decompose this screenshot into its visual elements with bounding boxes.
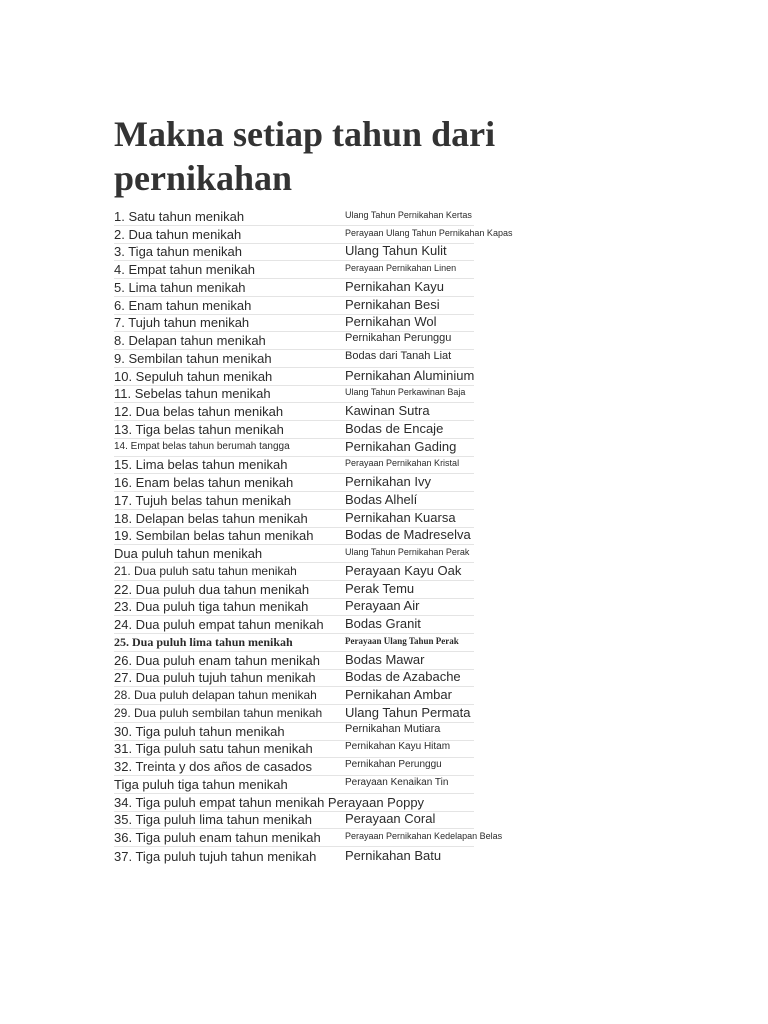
- meaning-label: Bodas Mawar: [345, 651, 425, 667]
- year-label: Tiga puluh tiga tahun menikah: [114, 776, 288, 792]
- list-item: [114, 403, 474, 421]
- year-label: 4. Empat tahun menikah: [114, 262, 255, 277]
- year-label: 25. Dua puluh lima tahun menikah: [114, 634, 293, 649]
- year-label: 35. Tiga puluh lima tahun menikah: [114, 812, 313, 828]
- meaning-label: Kawinan Sutra: [345, 403, 430, 418]
- year-label: 15. Lima belas tahun menikah: [114, 457, 288, 473]
- list-item: [114, 599, 474, 617]
- list-item: [114, 794, 474, 812]
- year-label: 28. Dua puluh delapan tahun menikah: [114, 688, 317, 702]
- year-label: Dua puluh tahun menikah: [114, 546, 263, 561]
- list-item: [114, 545, 474, 563]
- meaning-label: Bodas de Azabache: [345, 669, 461, 685]
- list-item: [114, 474, 474, 492]
- list-item: [114, 457, 474, 475]
- year-label: 13. Tiga belas tahun menikah: [114, 421, 284, 437]
- year-label: 24. Dua puluh empat tahun menikah: [114, 617, 324, 632]
- year-label: 18. Delapan belas tahun menikah: [114, 510, 308, 526]
- list-item: [114, 421, 474, 439]
- year-label: 26. Dua puluh enam tahun menikah: [114, 652, 320, 668]
- list-item: [114, 226, 513, 244]
- year-label: 30. Tiga puluh tahun menikah: [114, 723, 285, 739]
- list-item: [114, 261, 474, 279]
- list-item: [114, 386, 474, 404]
- list-item: [114, 244, 474, 262]
- year-label: 32. Treinta y dos años de casados: [114, 759, 313, 774]
- meaning-label: Pernikahan Mutiara: [345, 722, 441, 735]
- year-label: 34. Tiga puluh empat tahun menikah Perayaan Poppy: [114, 794, 425, 810]
- meaning-label: Perayaan Kayu Oak: [345, 562, 462, 578]
- meaning-label: Pernikahan Ambar: [345, 687, 452, 702]
- year-label: 11. Sebelas tahun menikah: [114, 386, 271, 402]
- year-label: 12. Dua belas tahun menikah: [114, 404, 284, 419]
- page-title: Makna setiap tahun dari pernikahan: [114, 114, 496, 198]
- list-item: [114, 687, 474, 705]
- year-label: 29. Dua puluh sembilan tahun menikah: [114, 705, 323, 720]
- year-label: 31. Tiga puluh satu tahun menikah: [114, 741, 313, 757]
- meaning-label: Pernikahan Ivy: [345, 474, 431, 489]
- list-item: [114, 758, 474, 776]
- meaning-label: Bodas Alhelí: [345, 491, 418, 507]
- meaning-label: Perayaan Air: [345, 598, 420, 614]
- meaning-label: Ulang Tahun Permata: [345, 704, 471, 720]
- list-item: [114, 279, 474, 297]
- list-item: [114, 297, 474, 315]
- list-item: [114, 652, 474, 670]
- meaning-label: Ulang Tahun Pernikahan Kertas: [345, 209, 472, 220]
- meaning-label: Perayaan Pernikahan Kristal: [345, 458, 460, 469]
- year-label: 8. Delapan tahun menikah: [114, 333, 266, 348]
- year-label: 17. Tujuh belas tahun menikah: [114, 492, 292, 508]
- meaning-label: Bodas de Madreselva: [345, 527, 471, 543]
- meaning-label: Perayaan Ulang Tahun Pernikahan Kapas: [345, 227, 513, 238]
- year-label: 36. Tiga puluh enam tahun menikah: [114, 830, 321, 845]
- list-item: [114, 812, 474, 830]
- meaning-label: Pernikahan Wol: [345, 314, 437, 330]
- list-item: [114, 670, 474, 688]
- year-label: 9. Sembilan tahun menikah: [114, 350, 272, 366]
- meaning-label: Perayaan Kenaikan Tin: [345, 776, 449, 788]
- list-item: [114, 563, 474, 581]
- year-label: 6. Enam tahun menikah: [114, 297, 252, 313]
- meaning-label: Perayaan Pernikahan Kedelapan Belas: [345, 831, 503, 841]
- meaning-label: Pernikahan Besi: [345, 296, 440, 312]
- meaning-label: Pernikahan Perunggu: [345, 759, 442, 770]
- meaning-label: Bodas de Encaje: [345, 420, 444, 436]
- meaning-label: Pernikahan Perunggu: [345, 332, 452, 344]
- year-label: 16. Enam belas tahun menikah: [114, 475, 294, 490]
- year-label: 7. Tujuh tahun menikah: [114, 315, 250, 331]
- meaning-label: Bodas dari Tanah Liat: [345, 349, 452, 362]
- list-item: [114, 315, 474, 333]
- meaning-label: Perayaan Ulang Tahun Perak: [345, 635, 459, 646]
- list-item: [114, 776, 474, 794]
- meaning-label: Perayaan Pernikahan Linen: [345, 263, 457, 273]
- list-item: [114, 510, 474, 528]
- list-item: [114, 705, 474, 723]
- list-item: [114, 350, 474, 368]
- meaning-label: Ulang Tahun Pernikahan Perak: [345, 547, 470, 557]
- meaning-label: Perayaan Coral: [345, 811, 436, 827]
- list-item: [114, 492, 474, 510]
- list-item: [114, 208, 474, 226]
- year-label: 3. Tiga tahun menikah: [114, 244, 242, 260]
- meaning-label: Pernikahan Batu: [345, 847, 442, 863]
- meaning-label: Ulang Tahun Perkawinan Baja: [345, 387, 466, 398]
- meaning-label: Pernikahan Aluminium: [345, 367, 475, 383]
- list-item: [114, 829, 503, 847]
- list-item: [114, 332, 474, 350]
- meaning-label: Pernikahan Gading: [345, 438, 457, 454]
- year-label: 14. Empat belas tahun berumah tangga: [114, 440, 290, 452]
- list-item: [114, 616, 474, 634]
- year-label: 27. Dua puluh tujuh tahun menikah: [114, 670, 316, 686]
- year-label: 21. Dua puluh satu tahun menikah: [114, 563, 297, 578]
- list-item: [114, 741, 474, 759]
- year-label: 5. Lima tahun menikah: [114, 279, 246, 295]
- year-label: 23. Dua puluh tiga tahun menikah: [114, 599, 309, 615]
- year-label: 1. Satu tahun menikah: [114, 208, 245, 224]
- anniversary-list: [114, 208, 513, 865]
- year-label: 2. Dua tahun menikah: [114, 226, 242, 242]
- list-item: [114, 368, 474, 386]
- meaning-label: Pernikahan Kuarsa: [345, 509, 456, 525]
- year-label: 10. Sepuluh tahun menikah: [114, 368, 273, 384]
- year-label: 22. Dua puluh dua tahun menikah: [114, 581, 310, 597]
- list-item: [114, 528, 474, 546]
- list-item: [114, 847, 474, 865]
- meaning-label: Perak Temu: [345, 580, 415, 596]
- meaning-label: Bodas Granit: [345, 616, 421, 631]
- meaning-label: Ulang Tahun Kulit: [345, 243, 447, 259]
- list-item: [114, 723, 474, 741]
- year-label: 37. Tiga puluh tujuh tahun menikah: [114, 848, 317, 864]
- meaning-label: Pernikahan Kayu: [345, 278, 445, 294]
- list-item: [114, 439, 474, 457]
- list-item: [114, 634, 474, 652]
- year-label: 19. Sembilan belas tahun menikah: [114, 528, 314, 544]
- meaning-label: Pernikahan Kayu Hitam: [345, 741, 451, 753]
- list-item: [114, 581, 474, 599]
